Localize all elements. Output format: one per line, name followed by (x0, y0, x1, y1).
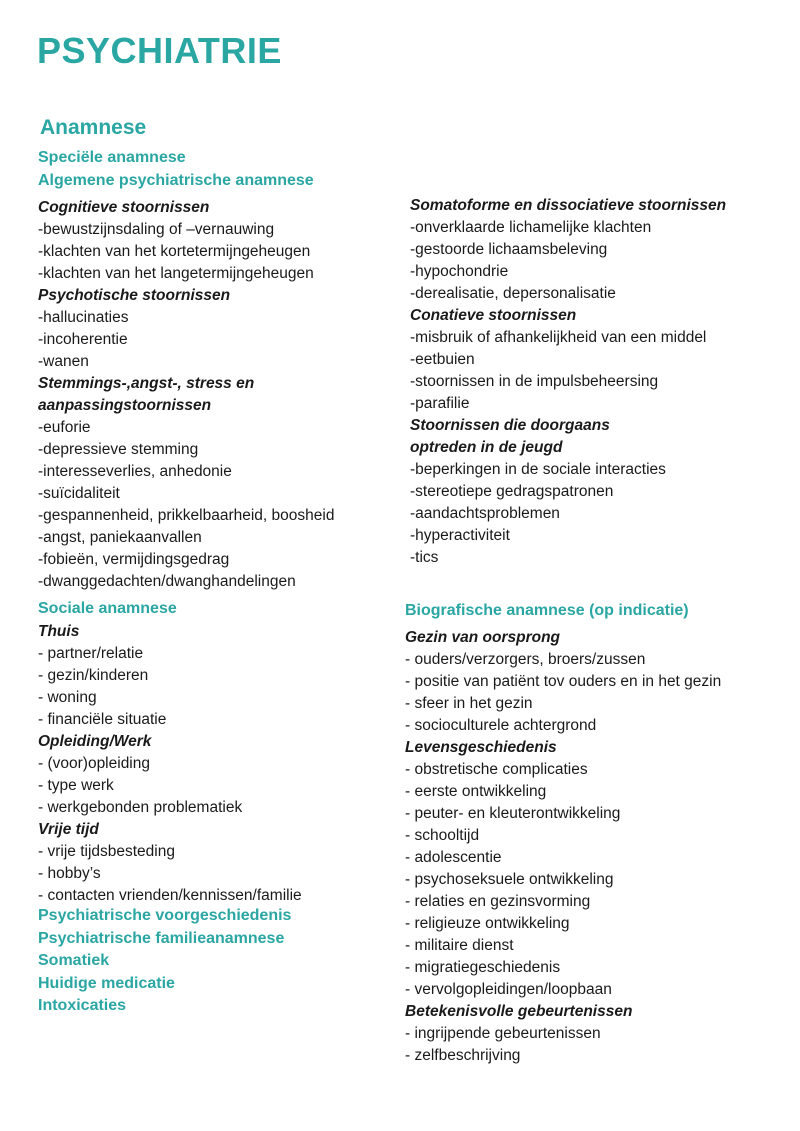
list-item: - woning (38, 688, 97, 706)
list-item: - eerste ontwikkeling (405, 782, 547, 800)
list-item: - adolescentie (405, 848, 502, 866)
list-item: - positie van patiënt tov ouders en in het gezin (405, 672, 722, 690)
list-item: - hobby’s (38, 864, 101, 882)
list-item: - (voor)opleiding (38, 754, 150, 772)
list-item: -incoherentie (38, 331, 128, 348)
list-item: -onverklaarde lichamelijke klachten (410, 219, 652, 236)
list-item: -klachten van het langetermijngeheugen (38, 265, 314, 282)
bottom-headings (38, 905, 291, 1018)
list-item: - religieuze ontwikkeling (405, 914, 570, 932)
heading-huidige-medicatie: Huidige medicatie (38, 974, 175, 992)
list-item: -hyperactiviteit (410, 527, 510, 544)
list-item: - gezin/kinderen (38, 666, 149, 684)
left-top-column (38, 197, 334, 593)
list-item: - financiële situatie (38, 710, 167, 728)
heading-somatiek: Somatiek (38, 952, 110, 969)
list-item: - contacten vrienden/kennissen/familie (38, 886, 302, 904)
list-item: - vrije tijdsbesteding (38, 842, 175, 860)
sociale-anamnese-column (38, 598, 302, 907)
list-item: -misbruik of afhankelijkheid van een middel (410, 329, 707, 346)
list-item: -gespannenheid, prikkelbaarheid, boosheid (38, 507, 335, 524)
list-item: - militaire dienst (405, 936, 514, 954)
subheading-opleiding-werk: Opleiding/Werk (38, 732, 152, 750)
subheading-conatief: Conatieve stoornissen (410, 307, 577, 324)
list-item: - schooltijd (405, 826, 480, 844)
subheading-jeugd-1: Stoornissen die doorgaans (410, 417, 610, 434)
list-item: -beperkingen in de sociale interacties (410, 461, 666, 478)
list-item: -tics (410, 549, 439, 566)
subheading-vrije-tijd: Vrije tijd (38, 820, 99, 838)
list-item: - werkgebonden problematiek (38, 798, 243, 816)
heading-psychiatrische-voorgeschiedenis: Psychiatrische voorgeschiedenis (38, 907, 292, 924)
subheading-cognitief: Cognitieve stoornissen (38, 199, 210, 216)
list-item: -aandachtsproblemen (410, 505, 560, 522)
section-heading-anamnese: Anamnese (40, 116, 147, 139)
list-item: - vervolgopleidingen/loopbaan (405, 980, 612, 998)
subheading-somatoform: Somatoforme en dissociatieve stoornissen (410, 197, 727, 214)
list-item: - zelfbeschrijving (405, 1046, 521, 1064)
subheading-betekenisvolle-gebeurtenissen: Betekenisvolle gebeurtenissen (405, 1002, 633, 1020)
subheading-psychotisch: Psychotische stoornissen (38, 287, 231, 304)
list-item: -stoornissen in de impulsbeheersing (410, 373, 659, 390)
list-item: -klachten van het kortetermijngeheugen (38, 243, 311, 260)
list-item: -interesseverlies, anhedonie (38, 463, 232, 480)
list-item: -eetbuien (410, 351, 475, 368)
right-top-column (410, 195, 726, 569)
subheading-jeugd-2: optreden in de jeugd (410, 439, 563, 456)
list-item: - type werk (38, 776, 114, 794)
list-item: -bewustzijnsdaling of –vernauwing (38, 221, 275, 238)
biografische-anamnese-column (405, 600, 721, 1067)
heading-sociale-anamnese: Sociale anamnese (38, 600, 177, 617)
list-item: - sfeer in het gezin (405, 694, 533, 712)
heading-algemene-psychiatrische-anamnese: Algemene psychiatrische anamnese (38, 171, 314, 189)
heading-psychiatrische-familieanamnese: Psychiatrische familieanamnese (38, 929, 285, 947)
list-item: -suïcidaliteit (38, 485, 120, 502)
subheading-stemming-2: aanpassingstoornissen (38, 397, 212, 414)
heading-biografische-anamnese: Biografische anamnese (op indicatie) (405, 602, 689, 619)
list-item: -derealisatie, depersonalisatie (410, 285, 616, 302)
list-item: - relaties en gezinsvorming (405, 892, 591, 910)
subheading-gezin-van-oorsprong: Gezin van oorsprong (405, 628, 561, 646)
list-item: -euforie (38, 419, 91, 436)
top-headings (38, 147, 314, 192)
list-item: - socioculturele achtergrond (405, 716, 597, 734)
list-item: -stereotiepe gedragspatronen (410, 483, 614, 500)
list-item: - ingrijpende gebeurtenissen (405, 1024, 601, 1042)
list-item: - obstretische complicaties (405, 760, 588, 778)
heading-speciele-anamnese: Speciële anamnese (38, 149, 186, 166)
page-title: PSYCHIATRIE (37, 30, 282, 71)
list-item: - peuter- en kleuterontwikkeling (405, 804, 621, 822)
list-item: -dwanggedachten/dwanghandelingen (38, 573, 296, 590)
subheading-thuis: Thuis (38, 622, 80, 640)
list-item: -fobieën, vermijdingsgedrag (38, 551, 230, 568)
list-item: - partner/relatie (38, 644, 144, 662)
heading-intoxicaties: Intoxicaties (38, 997, 127, 1014)
list-item: -parafilie (410, 395, 470, 412)
list-item: -depressieve stemming (38, 441, 199, 458)
subheading-levensgeschiedenis: Levensgeschiedenis (405, 738, 557, 756)
list-item: -angst, paniekaanvallen (38, 529, 202, 546)
list-item: -hallucinaties (38, 309, 129, 326)
list-item: -gestoorde lichaamsbeleving (410, 241, 608, 258)
list-item: -wanen (38, 353, 89, 370)
list-item: - psychoseksuele ontwikkeling (405, 870, 614, 888)
subheading-stemming-1: Stemmings-,angst-, stress en (38, 375, 255, 392)
list-item: -hypochondrie (410, 263, 509, 280)
list-item: - migratiegeschiedenis (405, 958, 561, 976)
list-item: - ouders/verzorgers, broers/zussen (405, 650, 646, 668)
